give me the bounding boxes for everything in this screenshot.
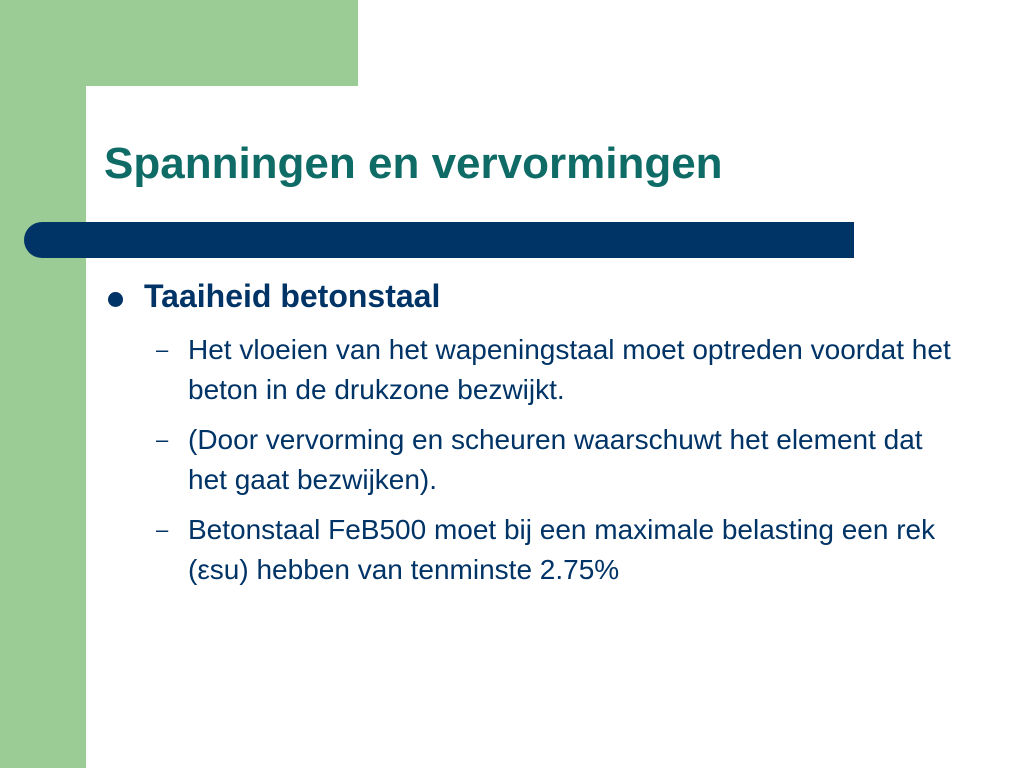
dash-icon: –: [156, 337, 169, 362]
bullet-dot-icon: [108, 292, 123, 307]
dash-icon: –: [156, 517, 169, 542]
sub-bullet-item: [104, 330, 1004, 410]
bullet-item: [104, 272, 1004, 322]
sub-bullet-text: (Door vervorming en scheuren waarschuwt het element dat het gaat bezwijken).: [188, 424, 923, 495]
slide-content: [104, 272, 1004, 600]
sub-bullet-item: [104, 420, 1004, 500]
sub-bullet-text: Betonstaal FeB500 moet bij een maximale belasting een rek (εsu) hebben van tenminste 2.75%: [188, 514, 936, 585]
decorative-green-header-block: [0, 0, 358, 86]
slide-title: Spanningen en vervormingen: [104, 139, 723, 188]
sub-bullet-text: Het vloeien van het wapeningstaal moet optreden voordat het beton in de drukzone bezwijkt.: [188, 334, 951, 405]
sub-bullet-list: [104, 330, 1004, 590]
decorative-green-sidebar: [0, 0, 86, 768]
dash-icon: –: [156, 427, 169, 452]
sub-bullet-item: [104, 510, 1004, 590]
bullet-label: Taaiheid betonstaal: [144, 278, 441, 314]
title-underline-bar: [24, 222, 854, 258]
